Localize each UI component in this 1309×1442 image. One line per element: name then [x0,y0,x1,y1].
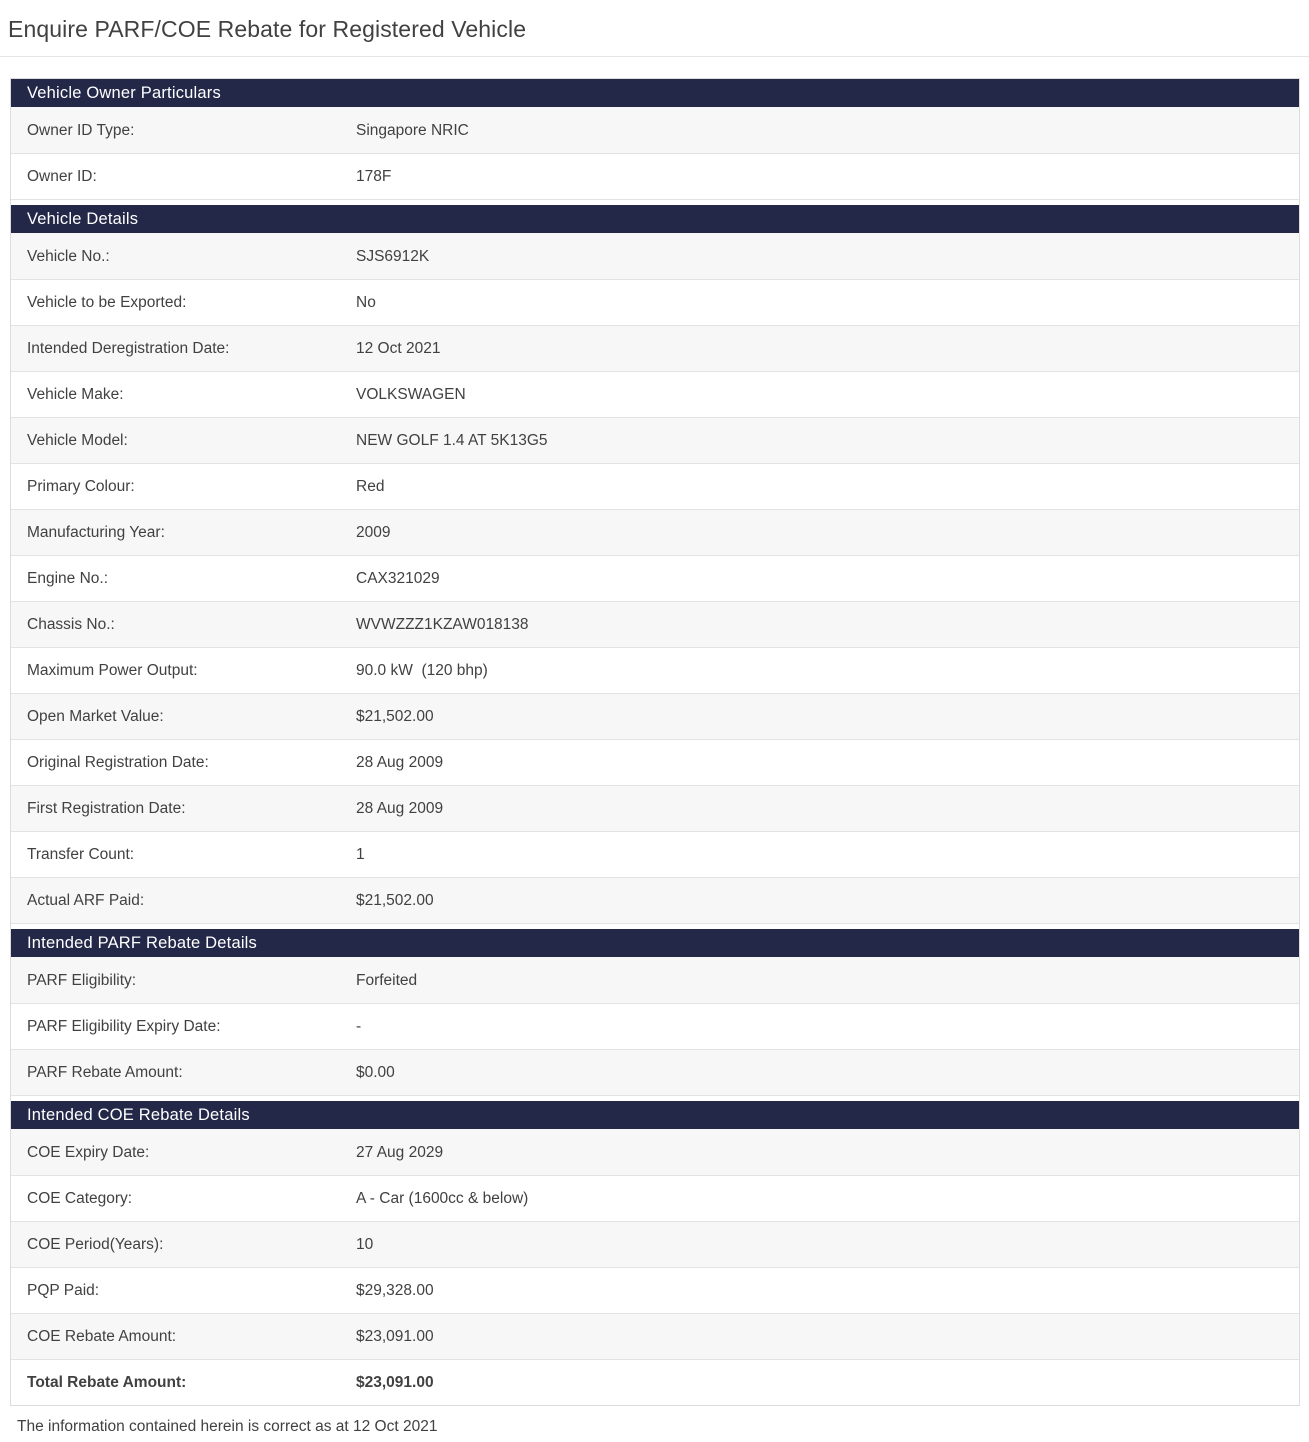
row-label: PARF Eligibility Expiry Date: [27,1018,221,1035]
row-label: Manufacturing Year: [27,524,165,541]
row-label: Primary Colour: [27,478,135,495]
row-label: Vehicle No.: [27,247,110,265]
row-vehicle-model [11,417,1299,463]
row-value: 28 Aug 2009 [356,800,444,817]
row-label: PARF Eligibility: [27,971,137,989]
row-label: COE Category: [27,1190,133,1207]
row-value: 10 [356,1236,374,1253]
row-value: CAX321029 [356,570,440,587]
row-label: Transfer Count: [27,846,135,863]
row-engine-no [11,555,1299,601]
row-coe-period-years [11,1221,1299,1267]
row-primary-colour [11,463,1299,509]
row-coe-category [11,1175,1299,1221]
row-label: Total Rebate Amount: [27,1374,187,1391]
row-intended-deregistration-date [11,325,1299,371]
row-owner-id [11,153,1299,199]
row-value: VOLKSWAGEN [356,386,466,403]
row-label: Chassis No.: [27,616,115,633]
content-area [0,57,1309,1442]
row-value: NEW GOLF 1.4 AT 5K13G5 [356,432,548,449]
row-label: Owner ID: [27,168,97,185]
row-label: COE Expiry Date: [27,1143,150,1161]
row-value: 28 Aug 2009 [356,754,444,771]
row-label: Open Market Value: [27,708,164,725]
row-chassis-no [11,601,1299,647]
row-label: Original Registration Date: [27,754,209,771]
row-label: Engine No.: [27,570,108,587]
row-label: Vehicle Make: [27,386,124,403]
section-intended-parf-rebate-details [11,923,1299,1095]
row-value: A - Car (1600cc & below) [356,1190,529,1207]
row-label: COE Period(Years): [27,1236,164,1253]
row-maximum-power-output [11,647,1299,693]
footer-note: The information contained herein is correct as at 12 Oct 2021 [17,1418,438,1435]
row-value: 1 [356,846,365,863]
row-label: PARF Rebate Amount: [27,1064,183,1081]
row-value: 90.0 kW (120 bhp) [356,662,488,679]
row-label: PQP Paid: [27,1282,100,1299]
row-vehicle-make [11,371,1299,417]
row-coe-expiry-date [11,1129,1299,1175]
row-label: COE Rebate Amount: [27,1328,177,1345]
row-label: Maximum Power Output: [27,662,198,679]
page-title: Enquire PARF/COE Rebate for Registered Vehicle [8,16,527,42]
row-transfer-count [11,831,1299,877]
row-value: Forfeited [356,971,418,989]
section-vehicle-owner-particulars [11,79,1299,199]
row-open-market-value [11,693,1299,739]
row-value: $29,328.00 [356,1282,434,1299]
row-value: Red [356,478,385,495]
section-header-vehicle-details: Vehicle Details [11,205,1299,233]
row-first-registration-date [11,785,1299,831]
row-value: WVWZZZ1KZAW018138 [356,616,529,633]
section-header-intended-coe-rebate-details: Intended COE Rebate Details [11,1101,1299,1129]
row-value: Singapore NRIC [356,121,469,139]
row-label: Intended Deregistration Date: [27,340,230,357]
section-header-intended-parf-rebate-details: Intended PARF Rebate Details [11,929,1299,957]
row-label: Vehicle Model: [27,432,128,449]
row-value: $23,091.00 [356,1374,434,1391]
row-value: - [356,1018,362,1035]
row-parf-eligibility [11,957,1299,1003]
row-coe-rebate-amount [11,1313,1299,1359]
row-value: $21,502.00 [356,708,434,725]
row-vehicle-to-be-exported [11,279,1299,325]
row-value: No [356,294,376,311]
row-actual-arf-paid [11,877,1299,923]
row-label: Vehicle to be Exported: [27,294,187,311]
row-vehicle-no [11,233,1299,279]
row-value: $0.00 [356,1064,395,1081]
row-value: 178F [356,168,392,185]
section-header-vehicle-owner-particulars: Vehicle Owner Particulars [11,79,1299,107]
row-value: 2009 [356,524,391,541]
section-vehicle-details [11,199,1299,923]
row-value: SJS6912K [356,247,430,265]
row-pqp-paid [11,1267,1299,1313]
row-total-rebate-amount [11,1359,1299,1405]
row-parf-eligibility-expiry-date [11,1003,1299,1049]
row-original-registration-date [11,739,1299,785]
row-label: First Registration Date: [27,800,186,817]
row-manufacturing-year [11,509,1299,555]
row-label: Owner ID Type: [27,121,135,139]
section-intended-coe-rebate-details [11,1095,1299,1405]
row-value: $21,502.00 [356,892,434,909]
row-label: Actual ARF Paid: [27,892,145,909]
row-owner-id-type [11,107,1299,153]
row-value: 12 Oct 2021 [356,340,441,357]
row-value: $23,091.00 [356,1328,434,1345]
row-value: 27 Aug 2029 [356,1143,444,1161]
rebate-enquiry-table [10,78,1300,1406]
row-parf-rebate-amount [11,1049,1299,1095]
